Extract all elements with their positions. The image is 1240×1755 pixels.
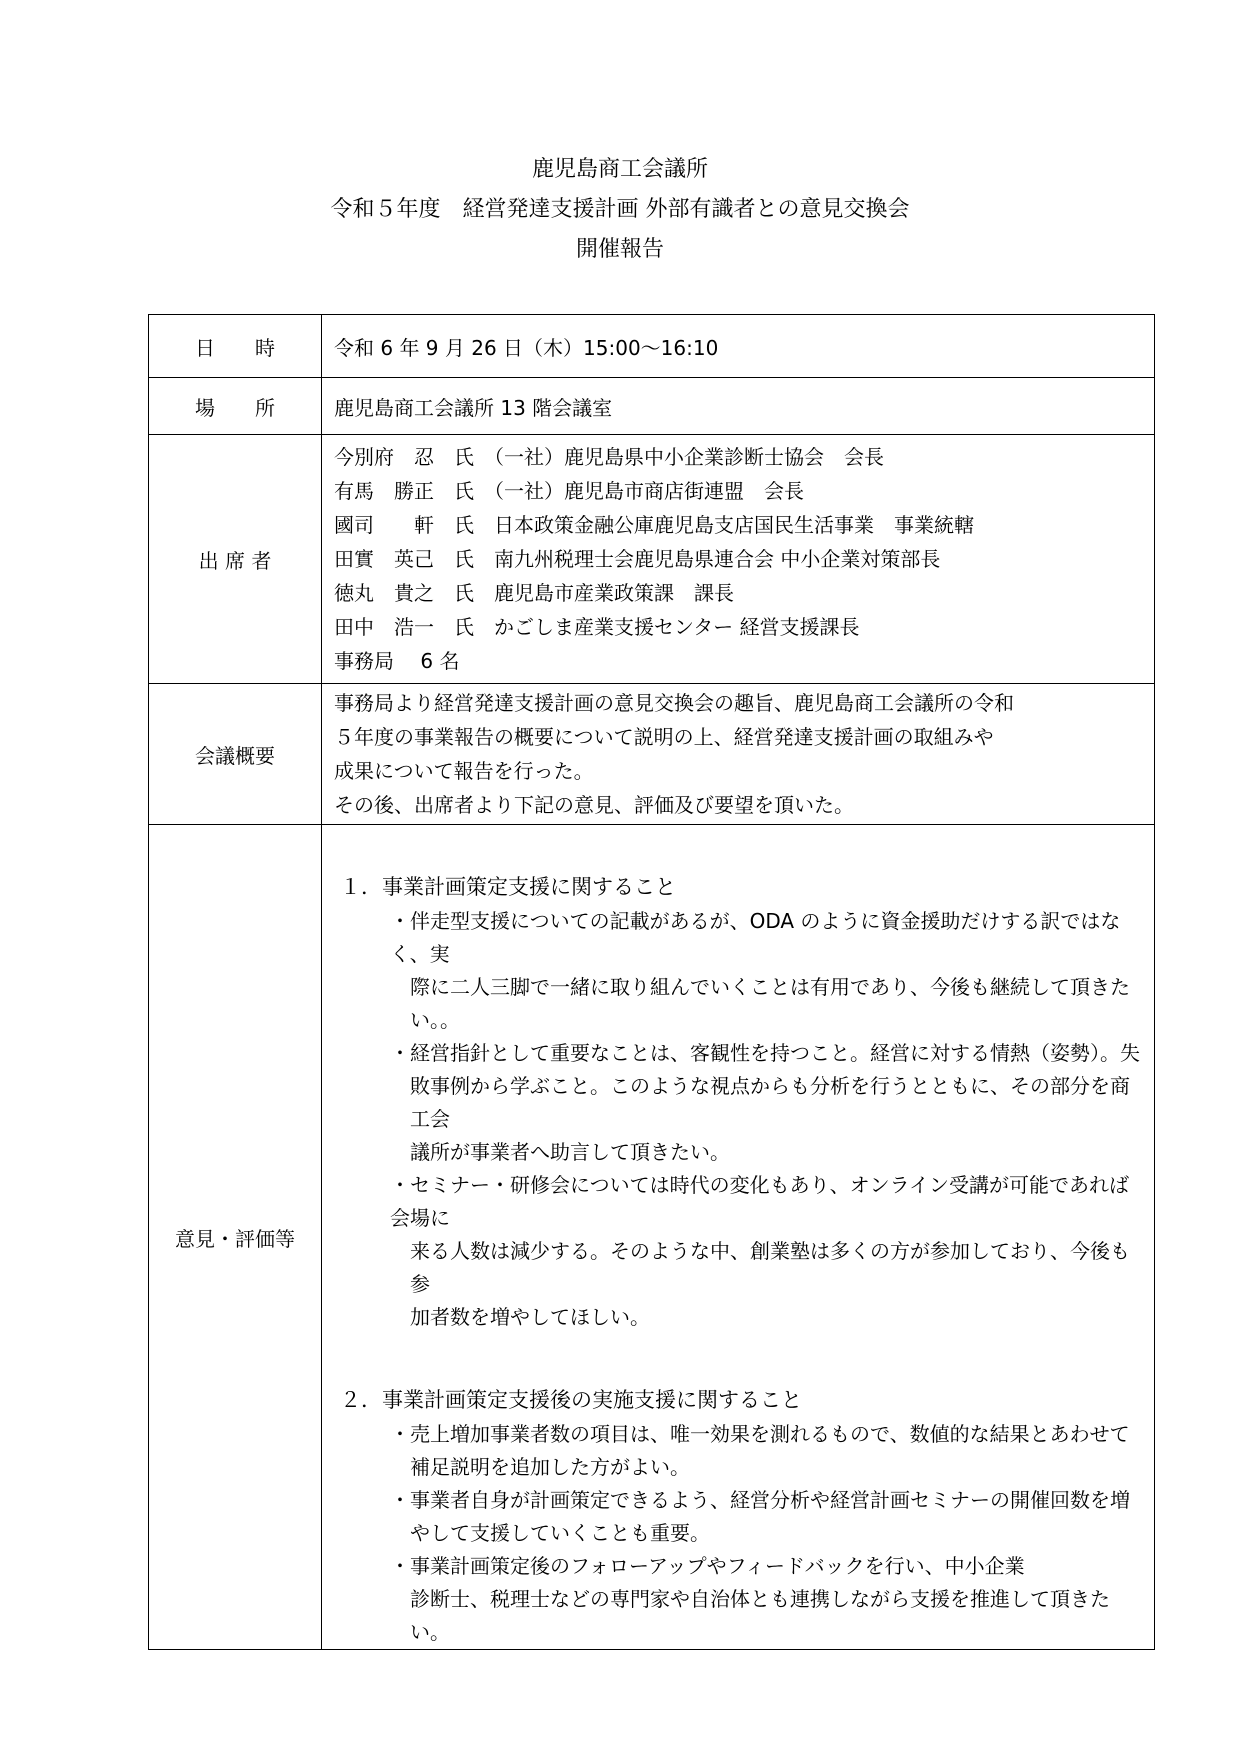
title-event: 令和５年度 経営発達支援計画 外部有識者との意見交換会 xyxy=(330,197,910,222)
opinions-label: 意見・評価等 xyxy=(149,825,322,1650)
section-heading: １．事業計画策定支援に関すること xyxy=(340,875,676,899)
report-title xyxy=(0,150,1240,270)
report-table xyxy=(148,314,1155,1650)
attendee-line: 今別府 忍 氏 （一社）鹿児島県中小企業診断士協会 会長 xyxy=(334,445,884,469)
overview-line: ５年度の事業報告の概要について説明の上、経営発達支援計画の取組みや xyxy=(334,725,994,749)
row-opinions xyxy=(149,825,1155,1650)
attendee-line: 事務局 6 名 xyxy=(334,649,460,673)
attendee-line: 田實 英己 氏 南九州税理士会鹿児島県連合会 中小企業対策部長 xyxy=(334,547,941,571)
attendees-list xyxy=(322,435,1155,684)
row-place xyxy=(149,378,1155,435)
bullet-item: ・セミナー・研修会については時代の変化もあり、オンライン受講が可能であれば会場に 来る人数は減少する。そのような中、創業塾は多くの方が参加しており、今後も参 加者数を増やしてほしい。 xyxy=(390,1173,1130,1329)
attendee-line: 田中 浩一 氏 かごしま産業支援センター 経営支援課長 xyxy=(334,615,860,639)
title-report: 開催報告 xyxy=(575,237,664,262)
bullet-item: ・伴走型支援についての記載があるが、ODA のように資金援助だけする訳ではなく、実 際に二人三脚で一緒に取り組んでいくことは有用であり、今後も継続して頂きた い。。 xyxy=(390,909,1130,1032)
row-overview xyxy=(149,684,1155,825)
attendee-line: 國司 軒 氏 日本政策金融公庫鹿児島支店国民生活事業 事業統轄 xyxy=(334,513,974,537)
overview-line: 成果について報告を行った。 xyxy=(334,759,594,783)
bullet-item: ・売上増加事業者数の項目は、唯一効果を測れるもので、数値的な結果とあわせて 補足説明を追加した方がよい。 xyxy=(390,1422,1130,1479)
place-label: 場 所 xyxy=(149,378,322,435)
bullet-item: ・事業者自身が計画策定できるよう、経営分析や経営計画セミナーの開催回数を増 やして支援していくことも重要。 xyxy=(390,1488,1130,1545)
datetime-label: 日 時 xyxy=(149,315,322,378)
attendees-label: 出 席 者 xyxy=(149,435,322,684)
opinions-content xyxy=(322,825,1155,1650)
bullet-item: ・事業計画策定後のフォローアップやフィードバックを行い、中小企業 診断士、税理士などの専門家や自治体とも連携しながら支援を推進して頂きた い。 xyxy=(390,1554,1110,1644)
place-value: 鹿児島商工会議所 13 階会議室 xyxy=(322,378,1155,435)
attendee-line: 徳丸 貴之 氏 鹿児島市産業政策課 課長 xyxy=(334,581,734,605)
section-heading: ２．事業計画策定支援後の実施支援に関すること xyxy=(340,1388,802,1412)
overview-text xyxy=(322,684,1155,825)
overview-line: その後、出席者より下記の意見、評価及び要望を頂いた。 xyxy=(334,793,854,817)
overview-label: 会議概要 xyxy=(149,684,322,825)
attendee-line: 有馬 勝正 氏 （一社）鹿児島市商店街連盟 会長 xyxy=(334,479,804,503)
overview-line: 事務局より経営発達支援計画の意見交換会の趣旨、鹿児島商工会議所の令和 xyxy=(334,691,1014,715)
row-datetime xyxy=(149,315,1155,378)
bullet-item: ・経営指針として重要なことは、客観性を持つこと。経営に対する情熱（姿勢）。失 敗事例から学ぶこと。このような視点からも分析を行うとともに、その部分を商工会 議所が事業者へ助言して頂きたい。 xyxy=(390,1041,1140,1164)
row-attendees xyxy=(149,435,1155,684)
datetime-value: 令和 6 年 9 月 26 日（木）15:00～16:10 xyxy=(322,315,1155,378)
title-organization: 鹿児島商工会議所 xyxy=(531,157,708,182)
